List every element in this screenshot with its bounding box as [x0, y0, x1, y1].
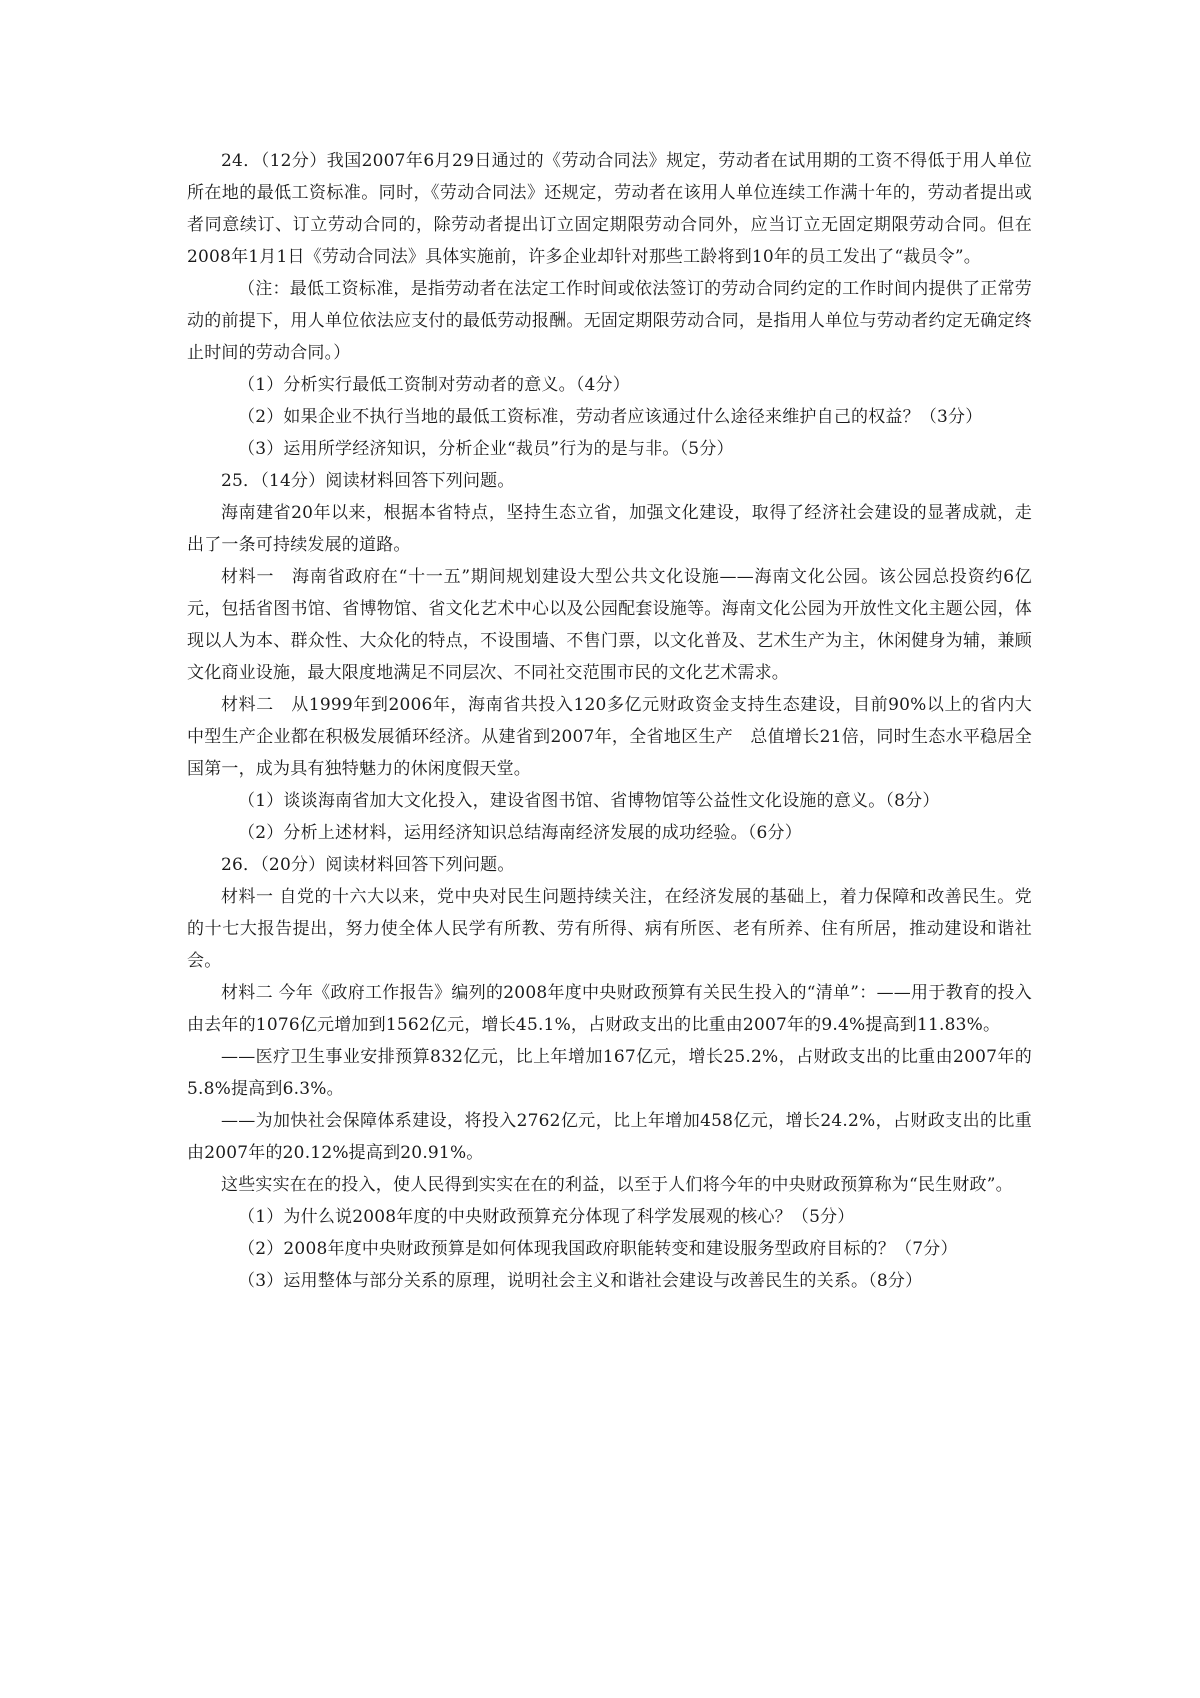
q25-intro: 海南建省20年以来，根据本省特点，坚持生态立省，加强文化建设，取得了经济社会建设的显著成就，走出了一条可持续发展的道路。	[187, 503, 1032, 555]
q25-question-1: （1）谈谈海南省加大文化投入，建设省图书馆、省博物馆等公益性文化设施的意义。（8分）	[238, 791, 940, 811]
q25-material-2: 材料二 从1999年到2006年，海南省共投入120多亿元财政资金支持生态建设，目前90%以上的省内大中型生产企业都在积极发展循环经济。从建省到2007年，全省地区生产 总值增长21倍，同时生态水平稳居全国第一，成为具有独特魅力的休闲度假天堂。	[187, 695, 1032, 779]
q26-material-2: 材料二 今年《政府工作报告》编列的2008年度中央财政预算有关民生投入的“清单”：——用于教育的投入由去年的1076亿元增加到1562亿元，增长45.1%，占财政支出的比重由2007年的9.4%提高到11.83%。	[187, 983, 1032, 1035]
q24-note: （注：最低工资标准，是指劳动者在法定工作时间或依法签订的劳动合同约定的工作时间内提供了正常劳动的前提下，用人单位依法应支付的最低劳动报酬。无固定期限劳动合同，是指用人单位与劳动者约定无确定终止时间的劳动合同。）	[187, 279, 1032, 363]
q24-stem: 24．（12分）我国2007年6月29日通过的《劳动合同法》规定，劳动者在试用期的工资不得低于用人单位所在地的最低工资标准。同时，《劳动合同法》还规定，劳动者在该用人单位连续工作满十年的，劳动者提出或者同意续订、订立劳动合同的，除劳动者提出订立固定期限劳动合同外，应当订立无固定期限劳动合同。但在2008年1月1日《劳动合同法》具体实施前，许多企业却针对那些工龄将到10年的员工发出了“裁员令”。	[187, 151, 1032, 267]
q24-question-3: （3）运用所学经济知识，分析企业“裁员”行为的是与非。（5分）	[238, 439, 734, 459]
q26-question-3: （3）运用整体与部分关系的原理，说明社会主义和谐社会建设与改善民生的关系。（8分）	[238, 1271, 923, 1291]
q24-question-1: （1）分析实行最低工资制对劳动者的意义。（4分）	[238, 375, 630, 395]
q26-conclusion: 这些实实在在的投入，使人民得到实实在在的利益，以至于人们将今年的中央财政预算称为“民生财政”。	[221, 1175, 1013, 1195]
q24-question-2: （2）如果企业不执行当地的最低工资标准，劳动者应该通过什么途径来维护自己的权益？（3分）	[238, 407, 983, 427]
q26-question-1: （1）为什么说2008年度的中央财政预算充分体现了科学发展观的核心？（5分）	[238, 1207, 855, 1227]
q26-stem: 26．（20分）阅读材料回答下列问题。	[221, 855, 515, 875]
q26-question-2: （2）2008年度中央财政预算是如何体现我国政府职能转变和建设服务型政府目标的？（7分）	[238, 1239, 958, 1259]
q25-question-2: （2）分析上述材料，运用经济知识总结海南经济发展的成功经验。（6分）	[238, 823, 802, 843]
exam-content	[187, 145, 1032, 1297]
q26-item-healthcare: ——医疗卫生事业安排预算832亿元，比上年增加167亿元，增长25.2%，占财政支出的比重由2007年的5.8%提高到6.3%。	[187, 1047, 1032, 1099]
q25-material-1: 材料一 海南省政府在“十一五”期间规划建设大型公共文化设施——海南文化公园。该公园总投资约6亿元，包括省图书馆、省博物馆、省文化艺术中心以及公园配套设施等。海南文化公园为开放性文化主题公园，体现以人为本、群众性、大众化的特点，不设围墙、不售门票，以文化普及、艺术生产为主，休闲健身为辅，兼顾文化商业设施，最大限度地满足不同层次、不同社交范围市民的文化艺术需求。	[187, 567, 1032, 683]
q26-material-1: 材料一 自党的十六大以来，党中央对民生问题持续关注，在经济发展的基础上，着力保障和改善民生。党的十七大报告提出，努力使全体人民学有所教、劳有所得、病有所医、老有所养、住有所居，推动建设和谐社会。	[187, 887, 1032, 971]
q25-stem: 25．（14分）阅读材料回答下列问题。	[221, 471, 515, 491]
q26-item-social-security: ——为加快社会保障体系建设，将投入2762亿元，比上年增加458亿元，增长24.2%，占财政支出的比重由2007年的20.12%提高到20.91%。	[187, 1111, 1032, 1163]
